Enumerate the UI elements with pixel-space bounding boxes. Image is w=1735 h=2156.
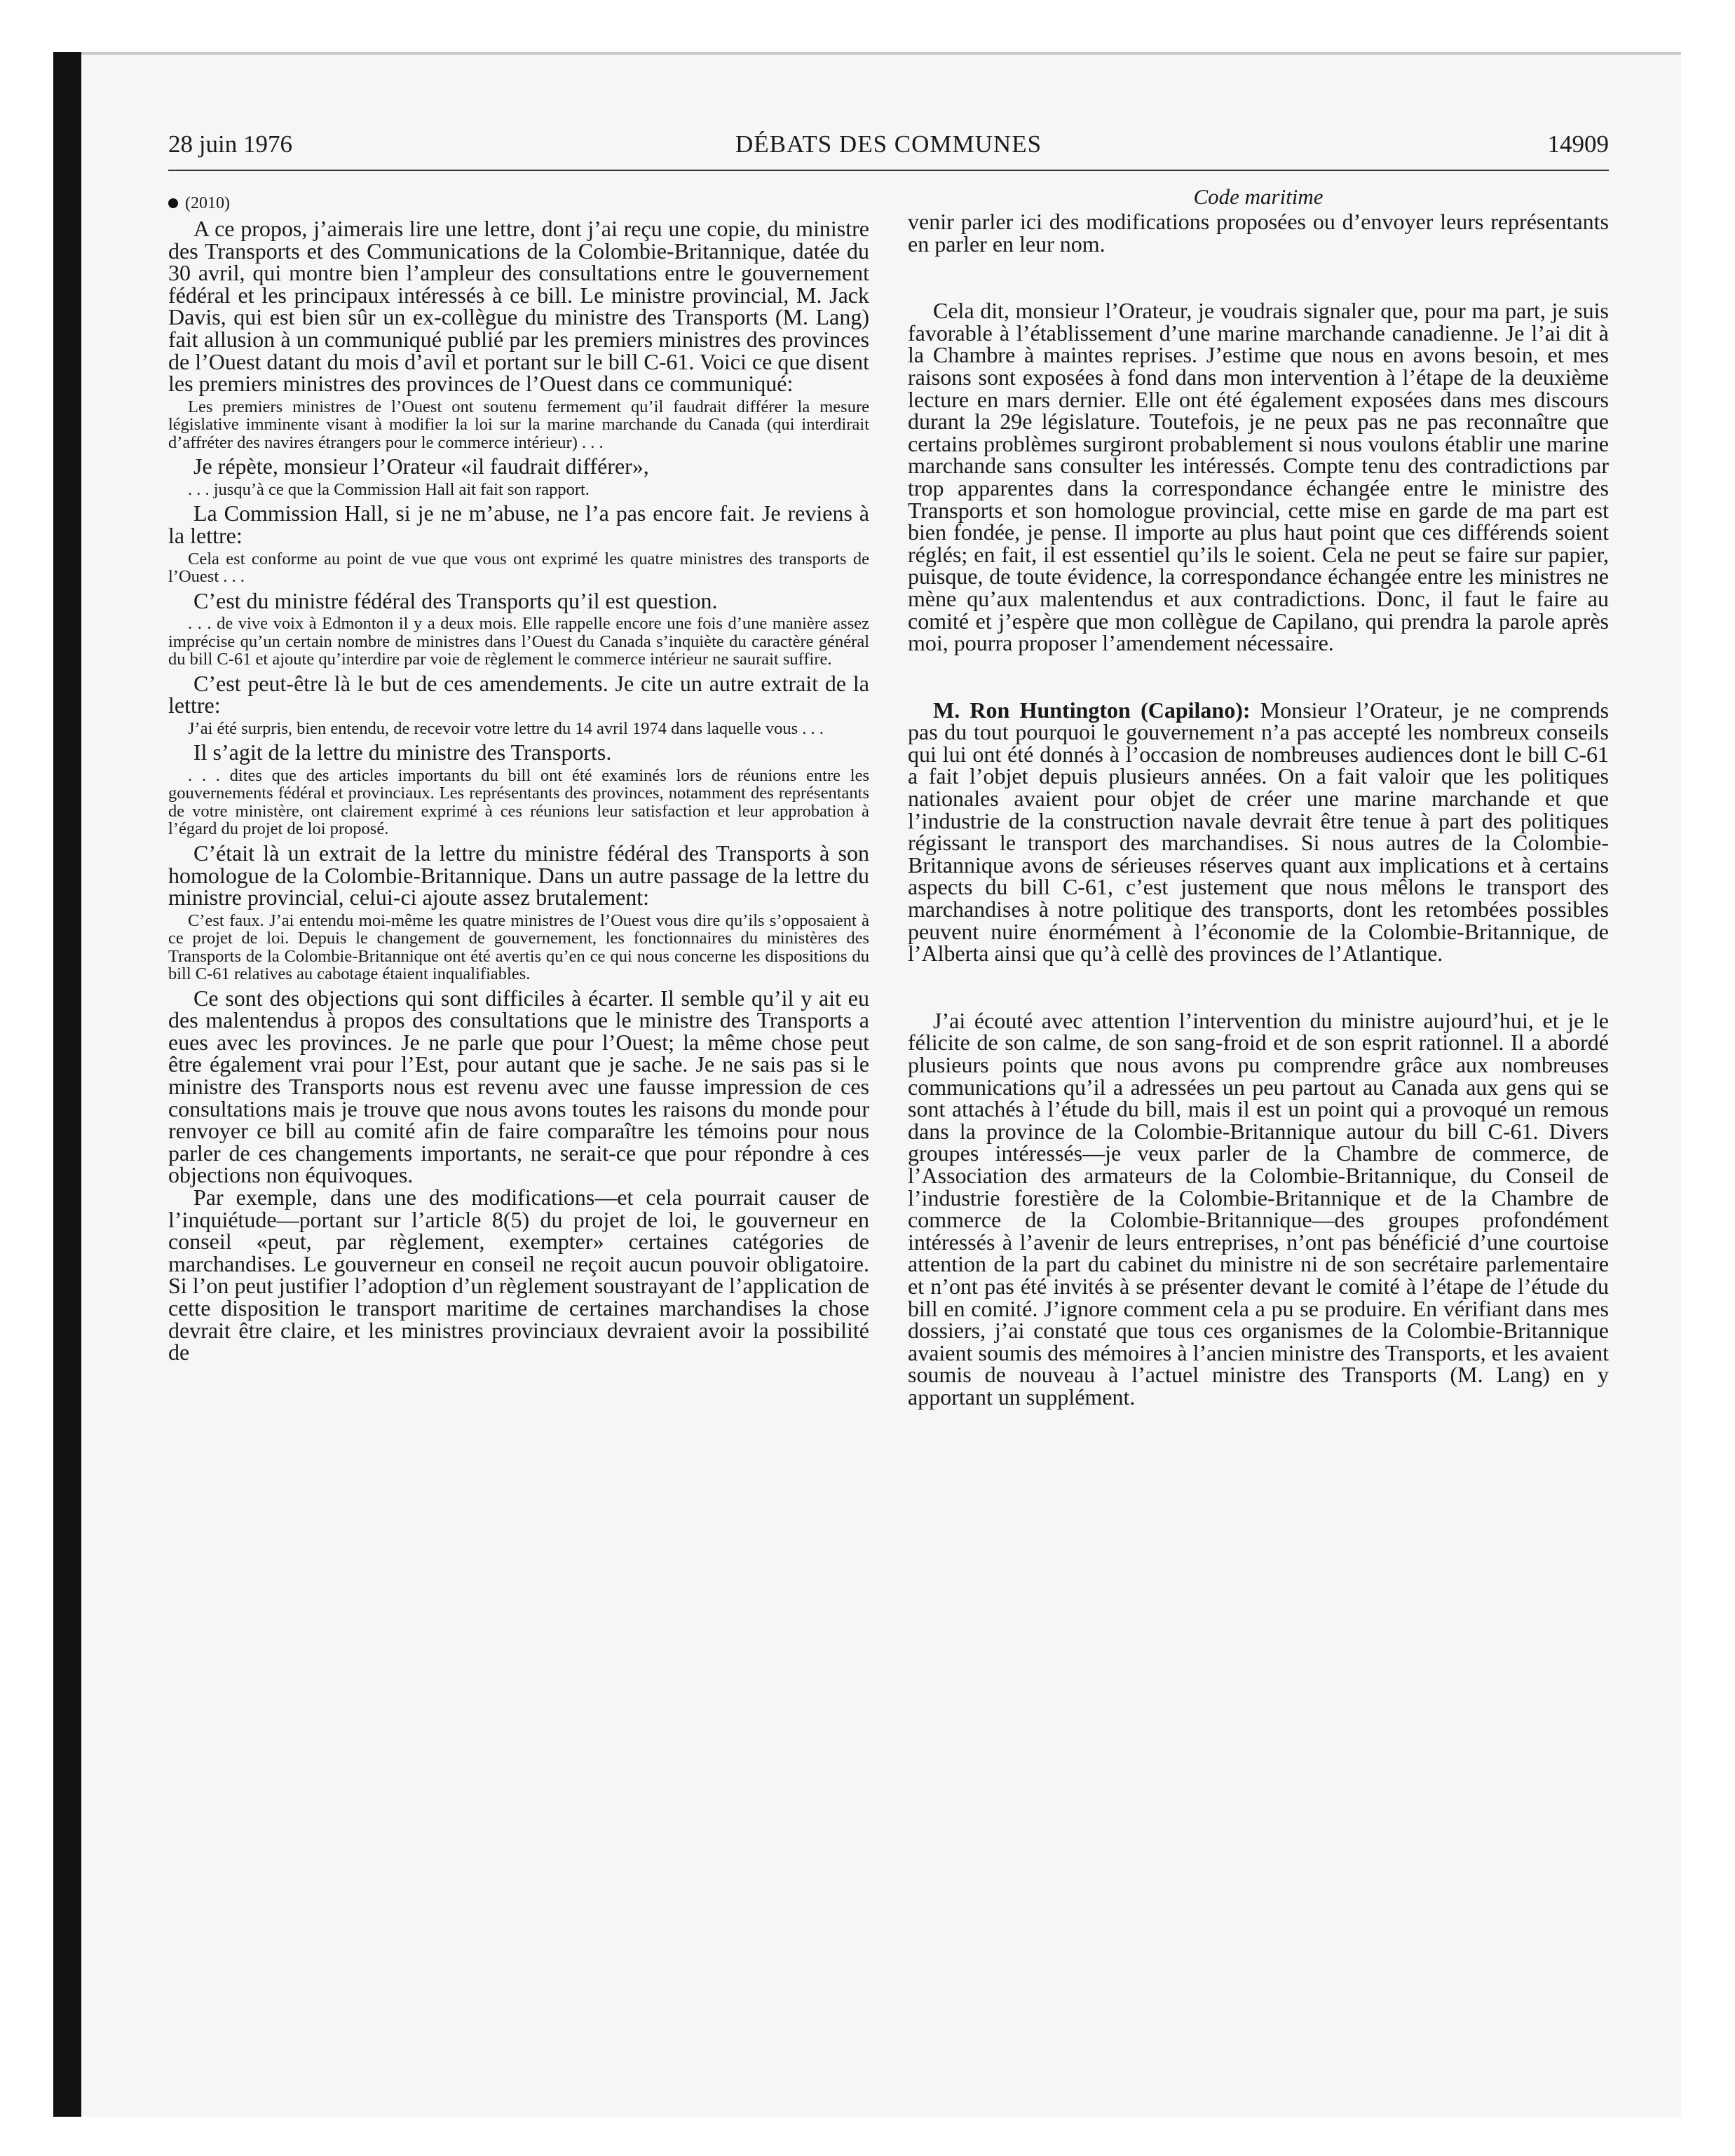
body-paragraph: J’ai écouté avec attention l’intervention du ministre aujourd’hui, et je le félicite de son calme, de son sang-froid et de son esprit rationnel. Il a abordé plusieurs points que nous avons pu comprendre grâce aux nombreuses communications qu’il a adressées un peu partout au Canada aux gens qui se sont attachés à l’étude du bill, mais il est un point qui a provoqué un remous dans la province de la Colombie-Britannique autour du bill C-61. Divers groupes intéressés—je veux parler de la Chambre de commerce, de l’Association des armateurs de la Colombie-Britannique, du Conseil de l’industrie forestière de la Colombie-Britannique et de la Chambre de commerce de la Colombie-Britannique—des groupes profondément intéressés à l’avenir de leurs entreprises, n’ont pas bénéficié d’une courtoise attention de la part du cabinet du ministre ni de son secrétaire parlementaire et n’ont pas été invités à se présenter devant le comité à l’étape de l’étude du bill en comité. J’ignore comment cela a pu se produire. En vérifiant dans mes dossiers, j’ai constaté que tous ces organismes de la Colombie-Britannique avaient soumis des mémoires à l’ancien ministre des Transports, et les avaient soumis de nouveau à l’actuel ministre des Transports (M. Lang) en y apportant un supplément. xyxy=(908,1007,1609,1410)
header-date: 28 juin 1976 xyxy=(168,130,292,158)
body-paragraph: C’est du ministre fédéral des Transports qu’il est question. xyxy=(193,587,718,613)
quoted-passage: J’ai été surpris, bien entendu, de recevoir votre lettre du 14 avril 1974 dans laquelle vous . . . xyxy=(188,718,824,738)
body-paragraph: venir parler ici des modifications proposées ou d’envoyer leurs représentants en parler en leur nom. xyxy=(908,209,1609,257)
paragraph-gap xyxy=(908,655,1609,700)
timestamp-marker xyxy=(168,193,869,214)
body-paragraph: C’était là un extrait de la lettre du ministre fédéral des Transports à son homologue de la Colombie-Britannique. Dans un autre passage de la lettre du ministre provincial, celui-ci ajoute assez brutalement: xyxy=(168,840,869,910)
body-paragraph: Cela dit, monsieur l’Orateur, je voudrais signaler que, pour ma part, je suis favorable à l’établissement d’une marine marchande canadienne. Je l’ai dit à la Chambre à maintes reprises. J’estime que nous en avons besoin, et mes raisons sont exposées à fond dans mon intervention à l’étape de la deuxième lecture en mars dernier. Elle ont été également exposées dans mes discours durant la 29e législature. Toutefois, je ne peux pas ne pas reconnaître que certains problèmes surgiront probablement si nous voulons établir une marine marchande sans consulter les intéressés. Compte tenu des contradictions par trop apparentes dans la correspondance échangée entre le ministre des Transports et son homologue provincial, cette mise en garde de ma part est bien fondée, je pense. Il importe au plus haut point que ces différends soient réglés; en fait, il est essentiel qu’ils le soient. Cela ne peut se faire sur papier, puisque, de toute évidence, la correspondance échangée entre les ministres ne mène qu’aux malentendus et aux contradictions. Donc, il faut le faire au comité et j’espère que mon collègue de Capilano, qui prendra la parole après moi, pourra proposer l’amendement nécessaire. xyxy=(908,298,1609,656)
timestamp-text: (2010) xyxy=(185,194,230,212)
bullet-dot-icon xyxy=(168,198,178,208)
left-column xyxy=(168,186,869,1364)
body-paragraph: Ce sont des objections qui sont difficiles à écarter. Il semble qu’il y ait eu des malentendus à propos des consultations que le ministre des Transports a eues avec les provinces. Je ne parle que pour l’Ouest; la même chose peut être également vrai pour l’Est, pour autant que je sache. Je ne sais pas si le ministre des Transports nous est revenu avec une fausse impression de ces consultations mais je trouve que nous avons toutes les raisons du monde pour renvoyer ce bill au comité afin de faire comparaître les témoins pour nous parler de ces changements importants, ne serait-ce que pour répondre à ces objections non équivoques. xyxy=(168,985,869,1188)
speaker-name: M. Ron Huntington (Capilano): xyxy=(933,697,1251,723)
quoted-passage: Cela est conforme au point de vue que vous ont exprimé les quatre ministres des transports de l’Ouest . . . xyxy=(168,549,869,587)
quoted-passage: . . . dites que des articles importants du bill ont été examinés lors de réunions entre les gouvernements fédéral et provinciaux. Les représentants des provinces, notamment des représentants de votre ministère, ont clairement exprimé à ces réunions leur satisfaction et leur approbation à l’égard du projet de loi proposé. xyxy=(168,765,869,839)
scan-border-left xyxy=(53,52,81,2117)
speech-paragraph xyxy=(908,697,1610,967)
body-paragraph: La Commission Hall, si je ne m’abuse, ne l’a pas encore fait. Je reviens à la lettre: xyxy=(168,500,869,548)
quoted-passage: C’est faux. J’ai entendu moi-même les quatre ministres de l’Ouest vous dire qu’ils s’opposaient à ce projet de loi. Depuis le changement de gouvernement, les fonctionnaires du ministères des Transports de la Colombie-Britannique ont été avertis qu’en ce qui nous concerne les dispositions du bill C-61 relatives au cabotage étaient inqualifiables. xyxy=(168,910,869,984)
quoted-passage: . . . jusqu’à ce que la Commission Hall ait fait son rapport. xyxy=(188,479,590,499)
body-paragraph: A ce propos, j’aimerais lire une lettre, dont j’ai reçu une copie, du ministre des Transports et des Communications de la Colombie-Britannique, datée du 30 avril, qui montre bien l’ampleur des consultations entre le gouvernement fédéral et les principaux intéressés à ce bill. Le ministre provincial, M. Jack Davis, qui est bien sûr un ex-collègue du ministre des Transports (M. Lang) fait allusion à un communiqué publié par les premiers ministres des provinces de l’Ouest datant du mois d’avil et portant sur le bill C-61. Voici ce que disent les premiers ministres des provinces de l’Ouest dans ce communiqué: xyxy=(168,216,869,397)
body-paragraph: C’est peut-être là le but de ces amendements. Je cite un autre extrait de la lettre: xyxy=(168,670,869,718)
body-paragraph: Je répète, monsieur l’Orateur «il faudrait différer», xyxy=(193,453,649,479)
page-header xyxy=(168,130,1609,171)
section-title: Code maritime xyxy=(1193,184,1324,209)
header-title: DÉBATS DES COMMUNES xyxy=(735,130,1042,158)
paragraph-gap xyxy=(908,965,1609,1010)
speech-text: Monsieur l’Orateur, je ne comprends pas du tout pourquoi le gouvernement n’a pas accepté les nombreux conseils qui lui ont été donnés à l’occasion de nombreuses audiences dont le bill C-61 a fait l’objet depuis plusieurs années. On a fait valoir que les politiques nationales avaient pour objet de créer une marine marchande et que l’industrie de la construction navale devrait être tenue à part des politiques régissant le transport des marchandises. Si nous autres de la Colombie-Britannique avons de sérieuses réserves quant aux implications et à certains aspects du bill C-61, c’est justement que nous mêlons le transport des marchandises à notre politique des transports, dont les retombées possibles peuvent nuire énormément à l’économie de la Colombie-Britannique, de l’Alberta ainsi que qu’à cellè des provinces de l’Atlantique. xyxy=(908,697,1610,967)
header-page-number: 14909 xyxy=(1547,130,1609,158)
body-paragraph: Par exemple, dans une des modifications—et cela pourrait causer de l’inquiétude—portant sur l’article 8(5) du projet de loi, le gouverneur en conseil «peut, par règlement, exempter» certaines catégories de marchandises. Le gouverneur en conseil ne reçoit aucun pouvoir obligatoire. Si l’on peut justifier l’adoption d’un règlement soustrayant de l’application de cette disposition le transport maritime de certaines marchandises la chose devrait être claire, et les ministres provinciaux devraient avoir la possibilité de xyxy=(168,1185,869,1365)
right-column xyxy=(908,186,1609,1409)
quoted-passage: . . . de vive voix à Edmonton il y a deux mois. Elle rappelle encore une fois d’une manière assez imprécise qu’un certain nombre de ministres dans l’Ouest du Canada s’inquiète du caractère général du bill C-61 et ajoute qu’interdire par voie de règlement le commerce intérieur ne saurait suffire. xyxy=(168,614,869,669)
body-paragraph: Il s’agit de la lettre du ministre des Transports. xyxy=(193,739,612,765)
quoted-passage: Les premiers ministres de l’Ouest ont soutenu fermement qu’il faudrait différer la mesure législative imminente visant à modifier la loi sur la marine marchande du Canada (qui interdirait d’affréter des navires étrangers pour le commerce intérieur) . . . xyxy=(168,397,869,452)
paragraph-gap xyxy=(908,255,1609,300)
